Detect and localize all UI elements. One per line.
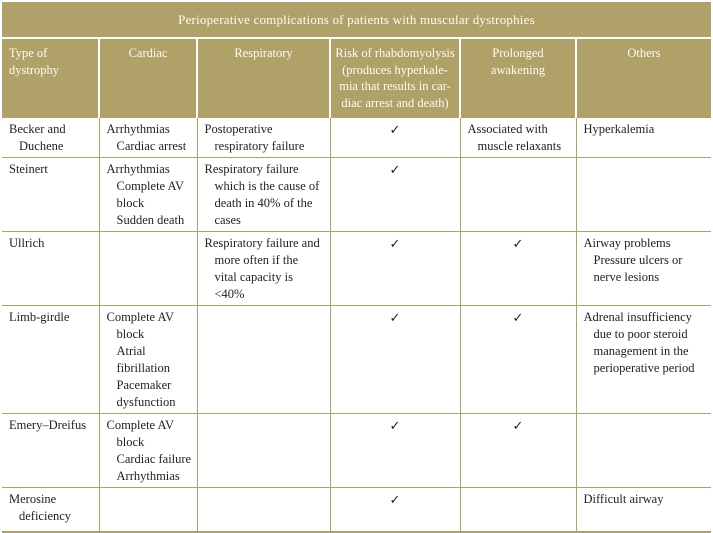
column-header-risk-of-rhabdomyolysis: [330, 39, 460, 118]
check-icon: ✓: [389, 122, 401, 137]
cell-text-line: cases: [214, 213, 241, 227]
column-header-prolonged-awakening: [460, 39, 576, 118]
cell-r5-risk-of-rhabdomyolysis: [330, 414, 460, 488]
cell-r4-cardiac: [99, 306, 197, 414]
cell-text-line: which is the cause of: [214, 179, 320, 193]
cell-r1-others: [576, 118, 711, 158]
cell-r2-risk-of-rhabdomyolysis: [330, 158, 460, 232]
cell-r3-others: [576, 232, 711, 306]
cell-text-line: death in 40% of the: [214, 196, 313, 210]
cell-r3-respiratory: [197, 232, 330, 306]
dystrophy-table: [2, 39, 711, 533]
cell-text-line: Postoperative: [204, 122, 273, 136]
table-header-row: [2, 39, 711, 118]
cell-text-line: block: [116, 435, 145, 449]
check-icon: ✓: [389, 418, 401, 433]
cell-text-line: perioperative period: [593, 361, 695, 375]
cell-text-line: Limb-girdle: [9, 310, 70, 324]
cell-text-line: due to poor steroid: [593, 327, 688, 341]
cell-r1-risk-of-rhabdomyolysis: [330, 118, 460, 158]
cell-text-line: dysfunction: [116, 395, 176, 409]
cell-text-line: Arrhythmias: [106, 122, 170, 136]
cell-r6-respiratory: [197, 488, 330, 533]
cell-text-line: Difficult airway: [583, 492, 664, 506]
column-header-line: Respiratory: [234, 46, 293, 60]
cell-text-line: Duchene: [19, 139, 64, 153]
cell-text-line: Merosine: [9, 492, 57, 506]
column-header-line: Prolonged: [492, 46, 544, 60]
cell-r4-respiratory: [197, 306, 330, 414]
cell-text-line: Arrhythmias: [116, 469, 180, 483]
cell-text-line: more often if the: [214, 253, 299, 267]
cell-text-line: fibrillation: [116, 361, 170, 375]
column-header-line: diac arrest and death): [341, 95, 449, 110]
column-header-line: Risk of rhabdomyolysis: [335, 46, 455, 60]
column-header-line: dystrophy: [9, 62, 59, 77]
cell-text-line: Arrhythmias: [106, 162, 170, 176]
cell-r6-prolonged-awakening: [460, 488, 576, 533]
cell-text-line: block: [116, 327, 145, 341]
column-header-line: Others: [627, 46, 661, 60]
cell-r1-type-of-dystrophy: [2, 118, 99, 158]
cell-r3-risk-of-rhabdomyolysis: [330, 232, 460, 306]
table-row: [2, 414, 711, 488]
table-row: [2, 306, 711, 414]
cell-r2-prolonged-awakening: [460, 158, 576, 232]
cell-text-line: Pacemaker: [116, 378, 172, 392]
column-header-line: awakening: [490, 62, 546, 77]
cell-text-line: Adrenal insufficiency: [583, 310, 692, 324]
cell-r4-prolonged-awakening: [460, 306, 576, 414]
table-row: [2, 158, 711, 232]
column-header-cardiac: [99, 39, 197, 118]
cell-text-line: muscle relaxants: [477, 139, 562, 153]
cell-text-line: Emery–Dreifus: [9, 418, 87, 432]
column-header-line: Type of: [9, 46, 48, 60]
cell-r4-risk-of-rhabdomyolysis: [330, 306, 460, 414]
cell-text-line: Becker and: [9, 122, 66, 136]
column-header-line: (produces hyperkale-: [342, 62, 448, 77]
column-header-type-of-dystrophy: [2, 39, 99, 118]
cell-text-line: block: [116, 196, 145, 210]
column-header-respiratory: [197, 39, 330, 118]
cell-text-line: Steinert: [9, 162, 48, 176]
cell-r4-others: [576, 306, 711, 414]
cell-r6-cardiac: [99, 488, 197, 533]
cell-text-line: Respiratory failure: [204, 162, 299, 176]
table-row: [2, 488, 711, 533]
cell-r1-prolonged-awakening: [460, 118, 576, 158]
table-title: Perioperative complications of patients with muscular dystrophies: [2, 2, 711, 37]
cell-text-line: Cardiac failure: [116, 452, 192, 466]
check-icon: ✓: [389, 310, 401, 325]
cell-r5-type-of-dystrophy: [2, 414, 99, 488]
cell-text-line: Cardiac arrest: [116, 139, 187, 153]
cell-r6-risk-of-rhabdomyolysis: [330, 488, 460, 533]
check-icon: ✓: [389, 162, 401, 177]
cell-text-line: Respiratory failure and: [204, 236, 320, 250]
cell-text-line: Pressure ulcers or: [593, 253, 683, 267]
cell-r1-cardiac: [99, 118, 197, 158]
cell-text-line: Hyperkalemia: [583, 122, 655, 136]
check-icon: ✓: [389, 492, 401, 507]
cell-r2-cardiac: [99, 158, 197, 232]
cell-text-line: <40%: [214, 287, 245, 301]
cell-r6-others: [576, 488, 711, 533]
check-icon: ✓: [512, 310, 524, 325]
complications-table: [2, 2, 711, 533]
cell-r5-respiratory: [197, 414, 330, 488]
cell-r2-others: [576, 158, 711, 232]
cell-r5-cardiac: [99, 414, 197, 488]
cell-text-line: nerve lesions: [593, 270, 660, 284]
cell-text-line: Complete AV: [106, 418, 174, 432]
check-icon: ✓: [512, 418, 524, 433]
cell-text-line: respiratory failure: [214, 139, 305, 153]
table-row: [2, 232, 711, 306]
table-row: [2, 118, 711, 158]
cell-text-line: deficiency: [19, 509, 72, 523]
cell-text-line: management in the: [593, 344, 689, 358]
cell-text-line: Ullrich: [9, 236, 45, 250]
cell-r5-others: [576, 414, 711, 488]
check-icon: ✓: [512, 236, 524, 251]
cell-r3-cardiac: [99, 232, 197, 306]
cell-r2-type-of-dystrophy: [2, 158, 99, 232]
cell-r6-type-of-dystrophy: [2, 488, 99, 533]
column-header-others: [576, 39, 711, 118]
cell-text-line: vital capacity is: [214, 270, 293, 284]
cell-text-line: Sudden death: [116, 213, 185, 227]
cell-text-line: Associated with: [467, 122, 548, 136]
cell-r5-prolonged-awakening: [460, 414, 576, 488]
cell-r1-respiratory: [197, 118, 330, 158]
cell-r3-prolonged-awakening: [460, 232, 576, 306]
cell-r2-respiratory: [197, 158, 330, 232]
cell-text-line: Complete AV: [106, 310, 174, 324]
cell-text-line: Airway problems: [583, 236, 671, 250]
cell-text-line: Complete AV: [116, 179, 184, 193]
column-header-line: mia that results in car-: [339, 79, 451, 93]
cell-r3-type-of-dystrophy: [2, 232, 99, 306]
cell-text-line: Atrial: [116, 344, 146, 358]
cell-r4-type-of-dystrophy: [2, 306, 99, 414]
column-header-line: Cardiac: [128, 46, 168, 60]
check-icon: ✓: [389, 236, 401, 251]
